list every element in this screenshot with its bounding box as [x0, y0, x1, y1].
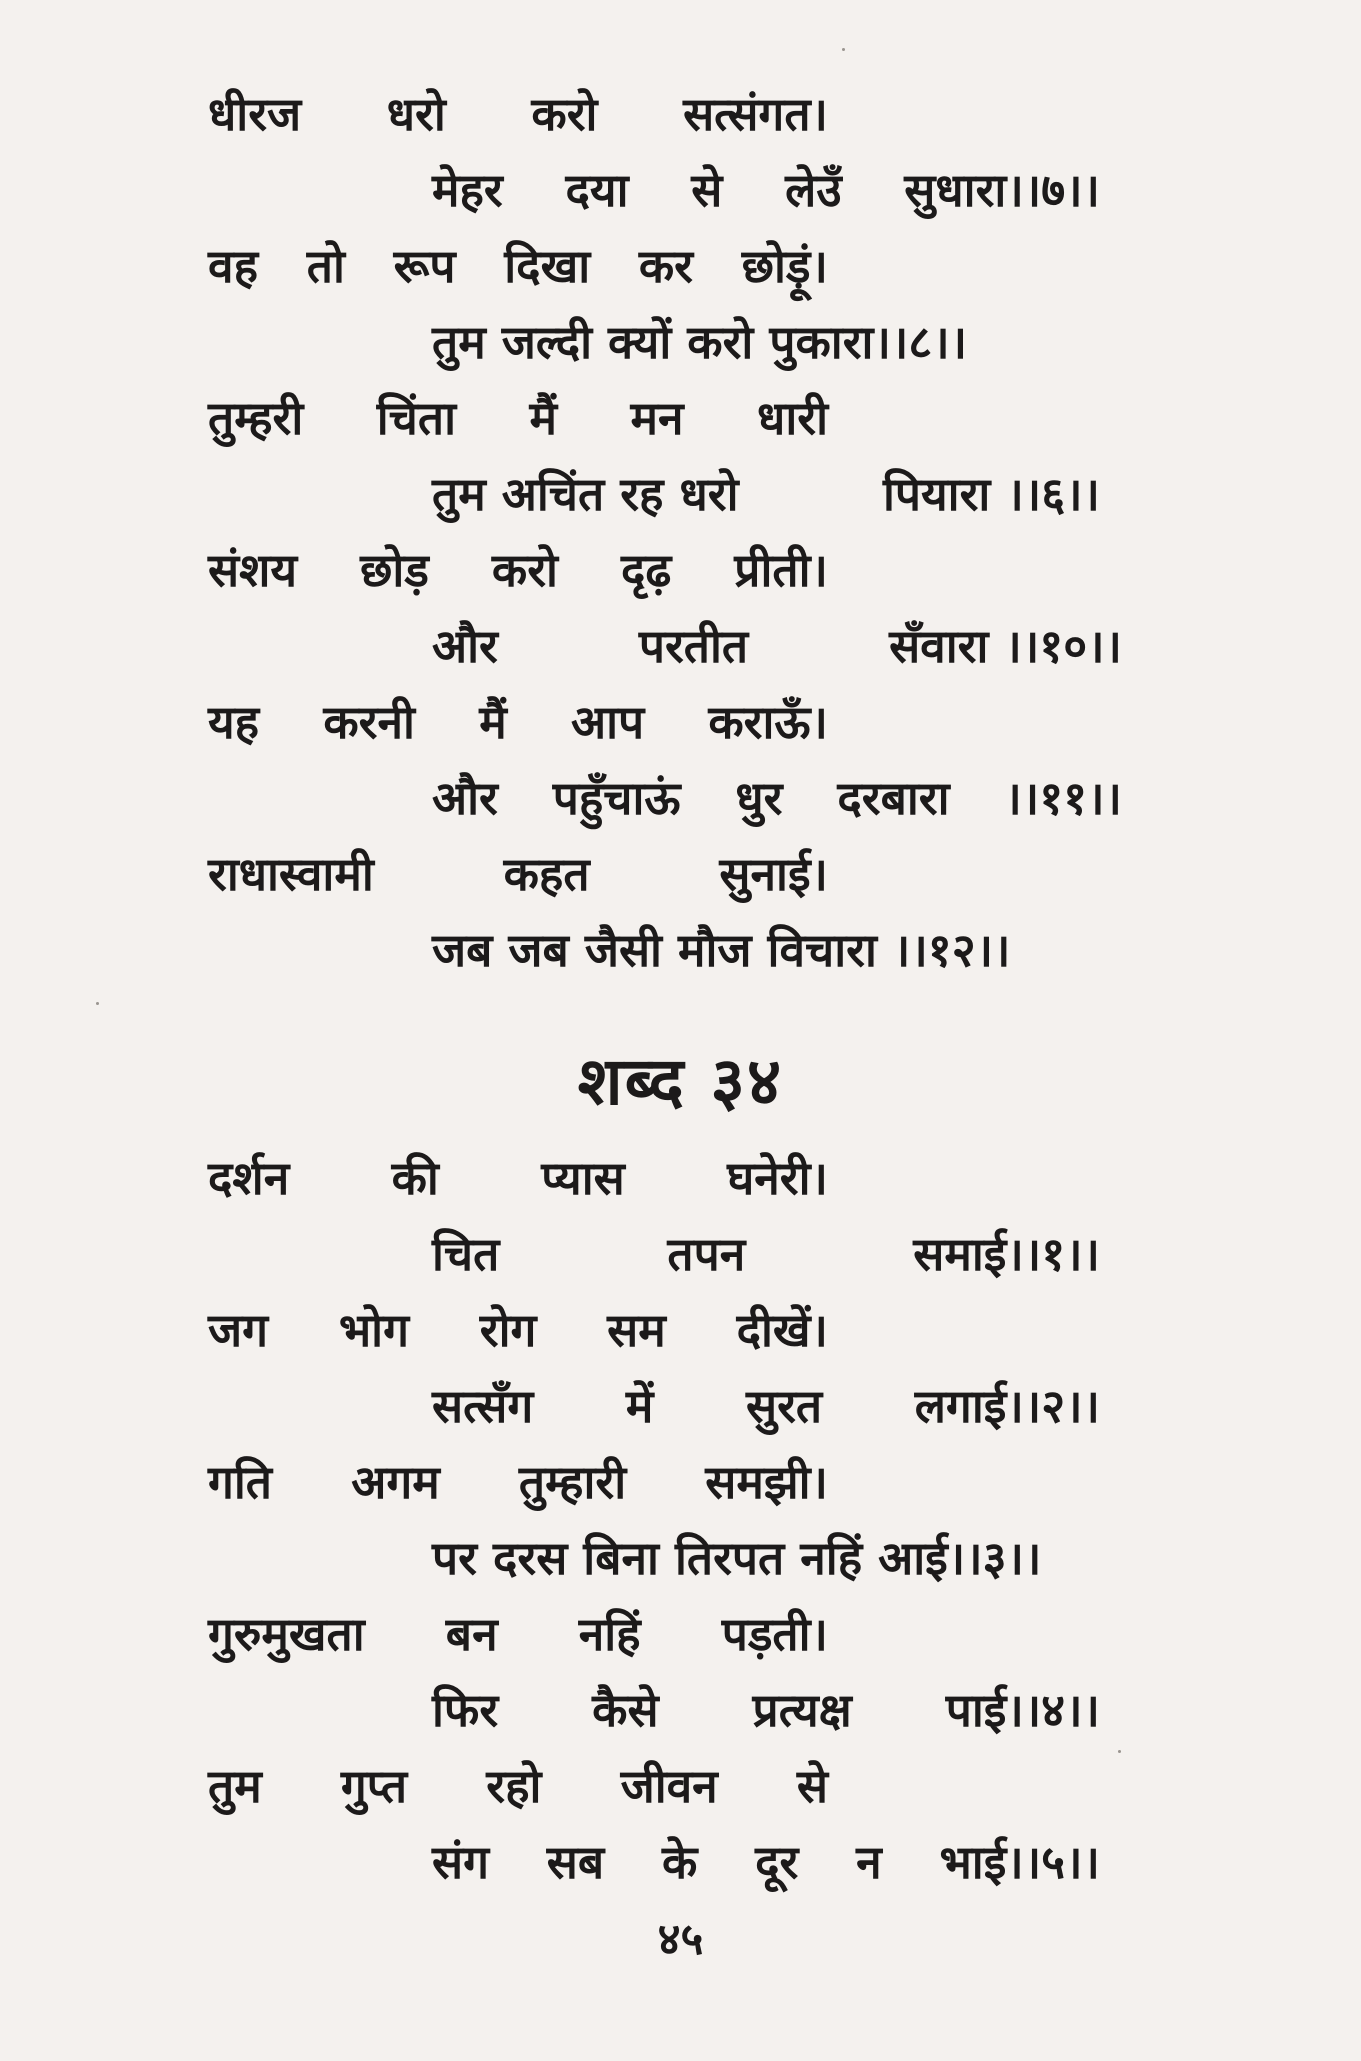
word: तुम्हरी [208, 391, 304, 445]
word: धीरज [208, 87, 302, 141]
word: मन [630, 391, 684, 445]
word: दिखा [504, 239, 591, 293]
word: पाई।।४।। [945, 1683, 1100, 1737]
word: फिर [432, 1683, 499, 1737]
verse-line-top-4 [432, 312, 1100, 372]
word: तुम जल्दी क्यों करो पुकारा।।८।। [432, 315, 968, 369]
word: सँवारा ।।१०।। [889, 619, 1122, 673]
word: जीवन [620, 1759, 718, 1813]
verse-line-top-10 [432, 768, 1122, 828]
verse-line-top-8 [432, 616, 1122, 676]
word: मैं [479, 695, 507, 749]
word: करो [531, 87, 598, 141]
word: सुरत [745, 1379, 823, 1433]
word: और [432, 619, 498, 673]
word: छोड़ [360, 543, 429, 597]
verse-line-bottom-4 [432, 1376, 1100, 1436]
verse-line-top-2 [432, 160, 1100, 220]
shabd-heading: शब्द ३४ [577, 1043, 784, 1120]
word: दीखें। [736, 1303, 828, 1357]
word: कहत [503, 847, 590, 901]
scan-speck [1118, 1750, 1121, 1753]
word: दया [565, 163, 629, 217]
word: से [691, 163, 723, 217]
word: दर्शन [208, 1151, 290, 1205]
scan-speck [96, 1002, 99, 1005]
word: संशय [208, 543, 298, 597]
word: पियारा ।।६।। [882, 467, 1100, 521]
verse-line-bottom-3 [208, 1300, 828, 1360]
verse-line-top-3 [208, 236, 828, 296]
word: और [432, 771, 498, 825]
verse-line-top-11 [208, 844, 828, 904]
verse-line-bottom-7 [208, 1604, 828, 1664]
verse-line-bottom-9 [208, 1756, 828, 1816]
word: तपन [667, 1227, 746, 1281]
verse-line-bottom-8 [432, 1680, 1100, 1740]
verse-line-top-1 [208, 84, 828, 144]
word: सब [546, 1835, 605, 1889]
word: दूर [755, 1835, 799, 1889]
word: बन [445, 1607, 498, 1661]
word: करो [491, 543, 558, 597]
word: वह [208, 239, 259, 293]
word: लेउँ [785, 163, 842, 217]
word: कराऊँ। [708, 695, 828, 749]
word: सत्सँग [432, 1379, 534, 1433]
word: अगम [351, 1455, 440, 1509]
verse-line-top-12 [432, 920, 1122, 980]
word: चिंता [376, 391, 457, 445]
word: आप [570, 695, 645, 749]
word: गुरुमुखता [208, 1607, 365, 1661]
word: नहिं [578, 1607, 641, 1661]
word: यह [208, 695, 260, 749]
word: रोग [479, 1303, 537, 1357]
word: की [391, 1151, 439, 1205]
page-number: ४५ [657, 1914, 704, 1965]
word: रूप [393, 239, 456, 293]
word: के [661, 1835, 698, 1889]
word: सुनाई। [719, 847, 828, 901]
word: से [796, 1759, 828, 1813]
word: समझी। [705, 1455, 828, 1509]
word: पहुँचाऊं [552, 771, 681, 825]
word: सुधारा।।७।। [904, 163, 1100, 217]
word: तुम्हारी [518, 1455, 627, 1509]
word: सम [607, 1303, 666, 1357]
word: दृढ़ [620, 543, 672, 597]
verse-line-top-7 [208, 540, 828, 600]
word: भाई।।५।। [939, 1835, 1100, 1889]
word: प्रत्यक्ष [752, 1683, 852, 1737]
word: कैसे [592, 1683, 659, 1737]
word: घनेरी। [727, 1151, 828, 1205]
word: तो [306, 239, 345, 293]
word: सत्संगत। [683, 87, 828, 141]
word: कर [638, 239, 694, 293]
word: मैं [529, 391, 558, 445]
word: लगाई।।२।। [914, 1379, 1100, 1433]
word: जग [208, 1303, 269, 1357]
word: समाई।।१।। [913, 1227, 1100, 1281]
word: ।।११।। [1004, 771, 1122, 825]
verse-line-top-9 [208, 692, 828, 752]
word: छोड़ूं। [741, 239, 828, 293]
word: प्रीती। [734, 543, 828, 597]
word: गति [208, 1455, 273, 1509]
word: संग [432, 1835, 489, 1889]
word: जब जब जैसी मौज विचारा ।।१२।। [432, 923, 1011, 977]
word: पड़ती। [721, 1607, 828, 1661]
word: धारी [757, 391, 828, 445]
word: पर दरस बिना तिरपत नहिं आई।।३।। [432, 1531, 1042, 1585]
word: में [625, 1379, 654, 1433]
word: तुम [208, 1759, 262, 1813]
word: करनी [323, 695, 415, 749]
verse-line-top-5 [208, 388, 828, 448]
verse-line-bottom-1 [208, 1148, 828, 1208]
verse-line-bottom-2 [432, 1224, 1100, 1284]
word: दरबारा [837, 771, 950, 825]
scan-speck [842, 48, 845, 51]
word: चित [432, 1227, 500, 1281]
word: धुर [735, 771, 783, 825]
word: न [856, 1835, 882, 1889]
verse-line-bottom-10 [432, 1832, 1100, 1892]
word: प्यास [541, 1151, 625, 1205]
word: तुम अचिंत रह धरो [432, 467, 739, 521]
verse-line-top-6 [432, 464, 1100, 524]
word: भोग [338, 1303, 409, 1357]
word: रहो [486, 1759, 542, 1813]
word: गुप्त [340, 1759, 408, 1813]
word: धरो [386, 87, 446, 141]
word: राधास्वामी [208, 847, 374, 901]
verse-line-bottom-5 [208, 1452, 828, 1512]
verse-line-bottom-6 [432, 1528, 1100, 1588]
word: मेहर [432, 163, 503, 217]
word: परतीत [638, 619, 749, 673]
